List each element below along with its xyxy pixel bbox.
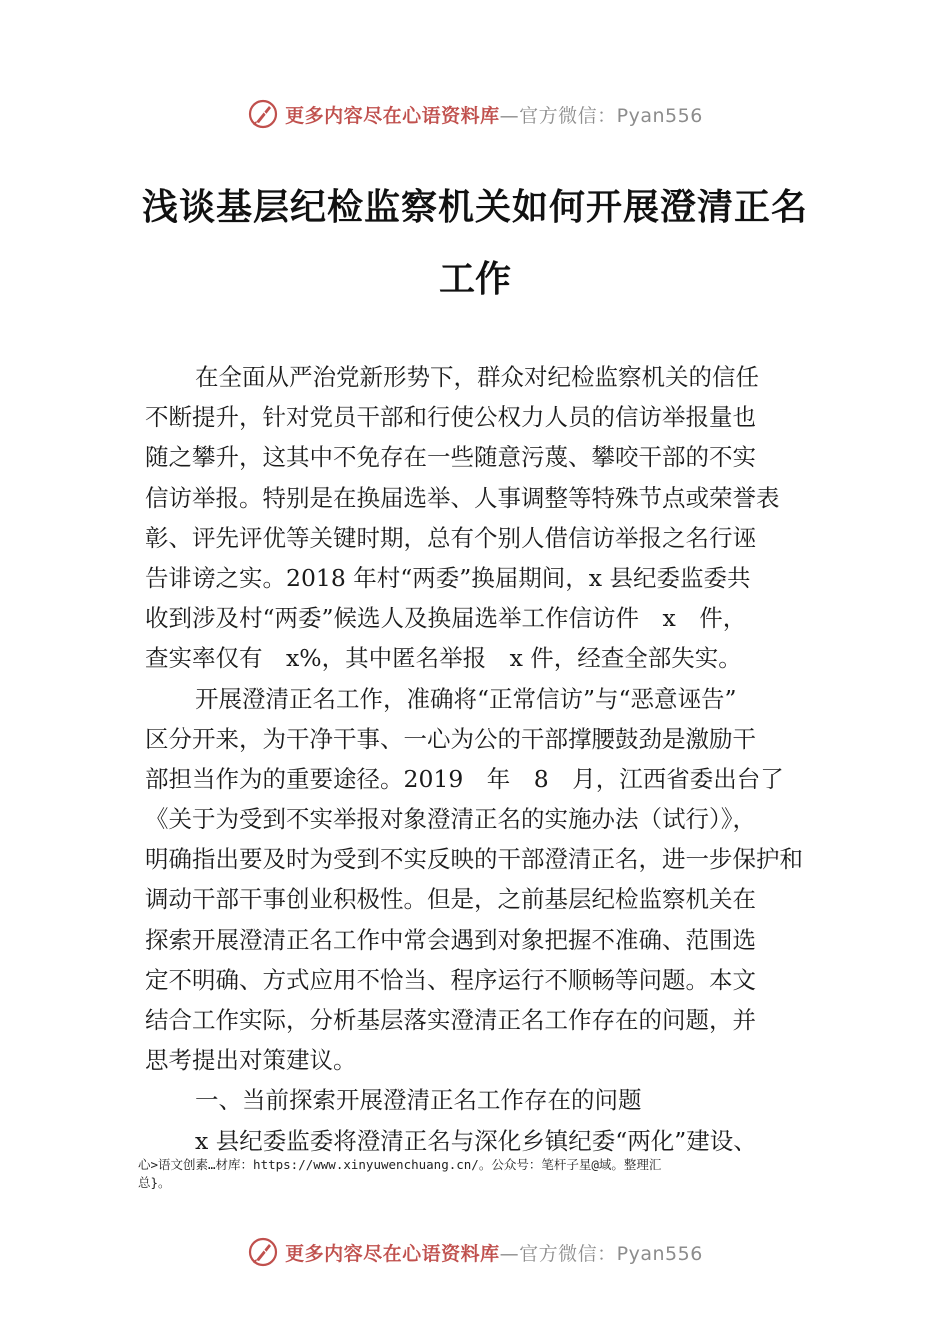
footnote (138, 1156, 828, 1192)
body-line: 调动干部干事创业积极性。但是，之前基层纪检监察机关在 (145, 885, 756, 914)
quill-pen-icon (247, 1236, 279, 1268)
footnote-line-2: 总}。 (138, 1175, 171, 1190)
body-line: 彰、评先评优等关键时期，总有个别人借信访举报之名行诬 (145, 523, 756, 552)
banner-text (285, 101, 703, 128)
header-watermark-banner (0, 94, 950, 134)
document-body (145, 357, 815, 1161)
document-title-line-2: 工作 (438, 259, 511, 300)
body-line: 探索开展澄清正名工作中常会遇到对象把握不准确、范围选 (145, 925, 756, 954)
banner-wechat-text: —官方微信：Pyan556 (499, 1242, 703, 1265)
body-line: 在全面从严治党新形势下，群众对纪检监察机关的信任 (195, 363, 759, 391)
banner-main-text: 更多内容尽在心语资料库 (285, 1242, 500, 1265)
document-title-line-1: 浅谈基层纪检监察机关如何开展澄清正名 (141, 187, 808, 228)
banner-main-text: 更多内容尽在心语资料库 (285, 104, 500, 127)
body-line: 部担当作为的重要途径。2019 年 8 月，江西省委出台了 (145, 764, 784, 793)
body-line: 信访举报。特别是在换届选举、人事调整等特殊节点或荣誉表 (145, 483, 780, 512)
body-line: 区分开来，为干净干事、一心为公的干部撑腰鼓劲是激励干 (145, 724, 756, 753)
body-line: 《关于为受到不实举报对象澄清正名的实施办法（试行）》， (145, 805, 756, 834)
banner-text (285, 1239, 703, 1266)
quill-pen-icon (247, 98, 279, 130)
body-line: 思考提出对策建议。 (145, 1046, 357, 1075)
body-line: 开展澄清正名工作，准确将“正常信访”与“恶意诬告” (195, 684, 737, 713)
body-line: 收到涉及村“两委”候选人及换届选举工作信访件 x 件， (145, 604, 747, 633)
banner-wechat-text: —官方微信：Pyan556 (499, 104, 703, 127)
footer-watermark-banner (0, 1232, 950, 1272)
body-line: 结合工作实际，分析基层落实澄清正名工作存在的问题，并 (145, 1006, 756, 1034)
body-line: 明确指出要及时为受到不实反映的干部澄清正名，进一步保护和 (145, 845, 803, 874)
footnote-line-1: 心>语文创素…材库：https://www.xinyuwenchuang.cn/。公众号：笔杆子星@域。整理汇 (138, 1157, 662, 1172)
body-line: 查实率仅有 x%，其中匿名举报 x 件，经查全部失实。 (145, 644, 742, 673)
body-line: 不断提升，针对党员干部和行使公权力人员的信访举报量也 (145, 403, 756, 432)
section-heading: 一、当前探索开展澄清正名工作存在的问题 (195, 1086, 642, 1115)
body-line: x 县纪委监委将澄清正名与深化乡镇纪委“两化”建设、 (195, 1126, 757, 1155)
body-line: 定不明确、方式应用不恰当、程序运行不顺畅等问题。本文 (145, 965, 756, 994)
body-line: 告诽谤之实。2018 年村“两委”换届期间，x 县纪委监委共 (145, 563, 751, 592)
body-line: 随之攀升，这其中不免存在一些随意污蔑、攀咬干部的不实 (145, 443, 756, 472)
